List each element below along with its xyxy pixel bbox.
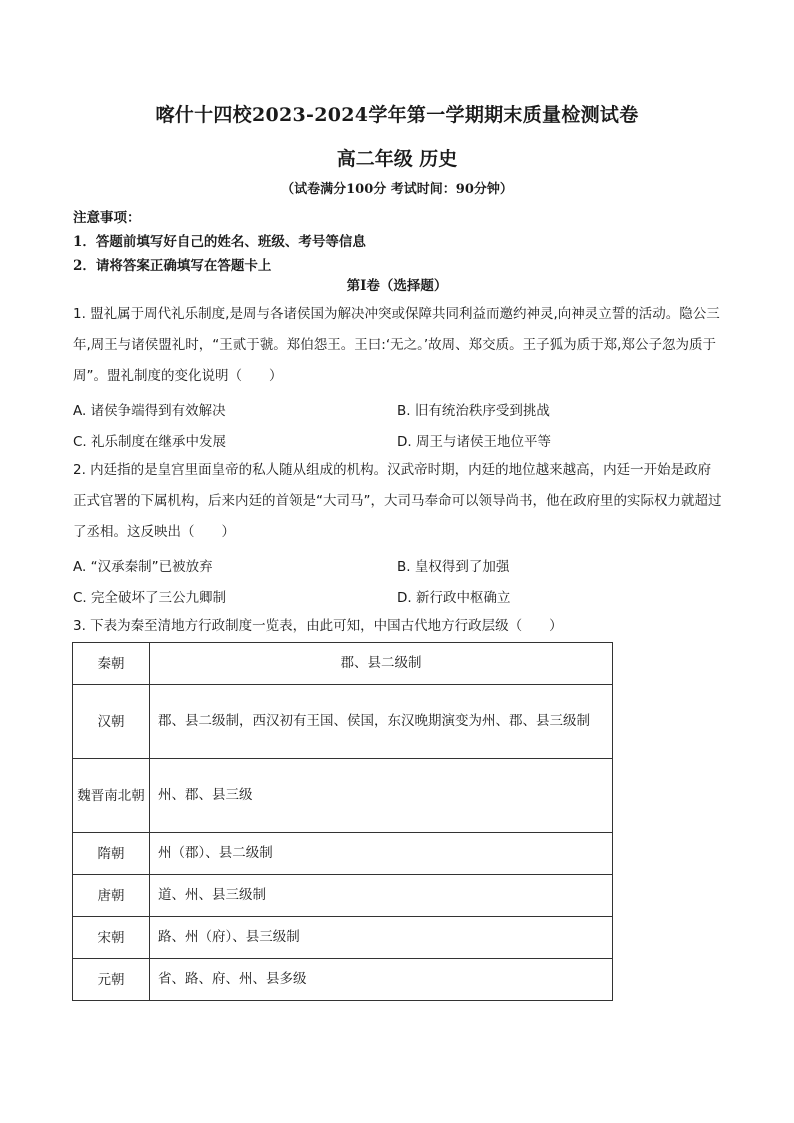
system-cell: 郡、县二级制，西汉初有王国、侯国，东汉晚期演变为州、郡、县三级制 [150,685,613,759]
question-1-option-a: A. 诸侯争端得到有效解决 [73,403,226,419]
exam-subtitle: 高二年级 历史 [336,148,458,170]
notice-heading: 注意事项： [73,210,141,226]
question-3-stem: 3. 下表为秦至清地方行政制度一览表，由此可知，中国古代地方行政层级（ ） [73,618,563,634]
system-cell: 州、郡、县三级 [150,759,613,833]
table-row [73,833,613,875]
table-row [73,643,613,685]
table-row [73,917,613,959]
table-row [73,959,613,1001]
question-2-option-b: B. 皇权得到了加强 [397,559,510,575]
dynasty-cell: 唐朝 [73,875,150,917]
system-cell: 郡、县二级制 [150,643,613,685]
dynasty-cell: 汉朝 [73,685,150,759]
table-row [73,875,613,917]
exam-info: （试卷满分100分 考试时间：90分钟） [281,182,513,197]
question-2-option-a: A. “汉承秦制”已被放弃 [73,559,213,575]
question-2-option-c: C. 完全破坏了三公九卿制 [73,590,227,606]
dynasty-cell: 宋朝 [73,917,150,959]
table-row [73,759,613,833]
system-cell: 省、路、府、州、县多级 [150,959,613,1001]
system-cell: 道、州、县三级制 [150,875,613,917]
question-2-option-d: D. 新行政中枢确立 [397,590,511,606]
question-1-stem: 1. 盟礼属于周代礼乐制度,是周与各诸侯国为解决冲突或保障共同利益而邀约神灵,向神灵立誓的活动。隐公三年,周王与诸侯盟礼时，“王贰于虢。郑伯怨王。王曰:‘无之。’故周、郑交质。王子狐为质于郑,郑公子忽为质于周”。盟礼制度的变化说明（ ） [73,306,720,384]
exam-title: 喀什十四校2023-2024学年第一学期期末质量检测试卷 [155,104,639,126]
admin-system-table [72,642,613,1001]
dynasty-cell: 元朝 [73,959,150,1001]
question-1-option-c: C. 礼乐制度在继承中发展 [73,434,227,450]
dynasty-cell: 秦朝 [73,643,150,685]
question-2-stem: 2. 内廷指的是皇宫里面皇帝的私人随从组成的机构。汉武帝时期，内廷的地位越来越高，内廷一开始是政府正式官署的下属机构，后来内廷的首领是“大司马”，大司马奉命可以领导尚书，他在政府里的实际权力就超过了丞相。这反映出（ ） [73,462,722,540]
system-cell: 路、州（府）、县三级制 [150,917,613,959]
dynasty-cell: 魏晋南北朝 [73,759,150,833]
notice-item-2: 2．请将答案正确填写在答题卡上 [73,258,272,274]
notice-item-1: 1．答题前填写好自己的姓名、班级、考号等信息 [73,234,366,250]
system-cell: 州（郡）、县二级制 [150,833,613,875]
section-title: 第Ⅰ卷（选择题） [346,278,448,294]
dynasty-cell: 隋朝 [73,833,150,875]
table-row [73,685,613,759]
question-1-option-d: D. 周王与诸侯王地位平等 [397,434,551,450]
question-1-option-b: B. 旧有统治秩序受到挑战 [397,403,550,419]
